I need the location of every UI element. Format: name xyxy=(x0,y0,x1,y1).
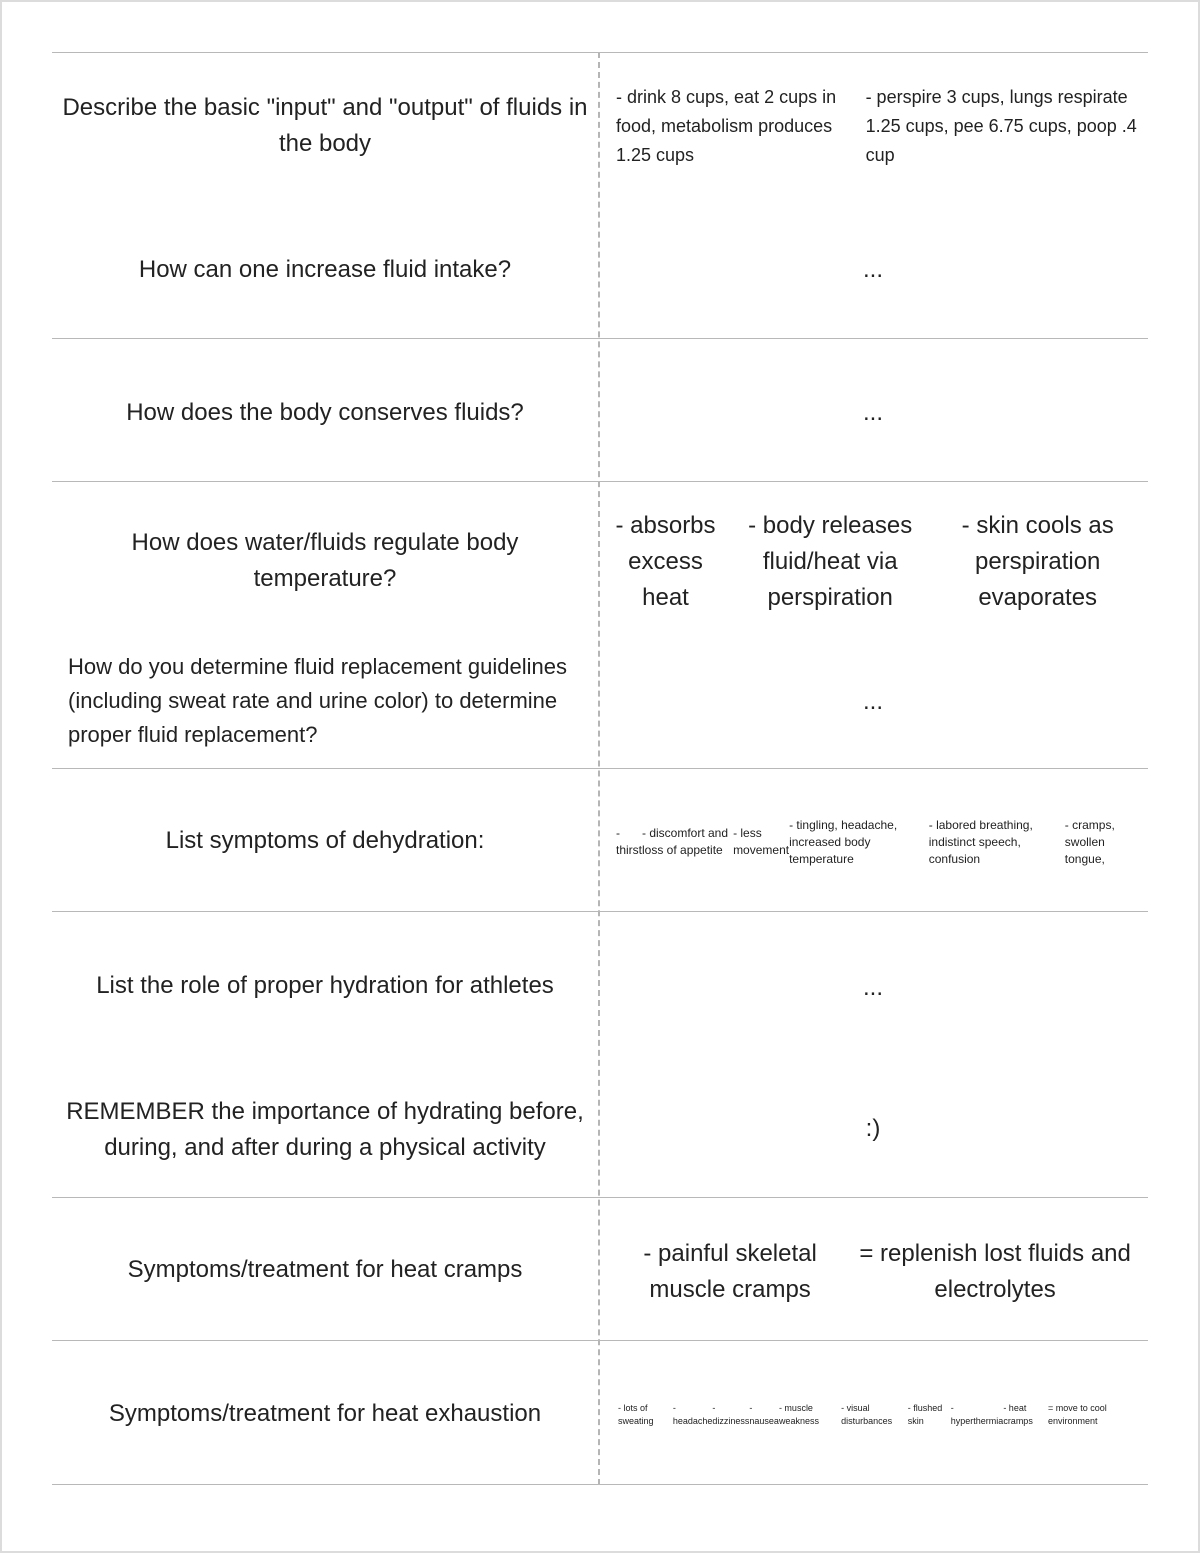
card-question: How do you determine fluid replacement guidelines (including sweat rate and urine color) to determine proper fluid replacement? xyxy=(68,654,567,747)
answer-line: - muscle weakness xyxy=(778,1403,819,1426)
answer-line: - nausea xyxy=(749,1403,779,1426)
cut-line xyxy=(52,768,1148,769)
cut-line xyxy=(52,1340,1148,1341)
answer-line: - hyperthermia xyxy=(950,1403,1004,1426)
answer-line: - headache xyxy=(672,1403,713,1426)
answer-line: - body releases fluid/heat via perspiration xyxy=(748,512,913,611)
card-question: How does water/fluids regulate body temperature? xyxy=(131,529,519,592)
card-question: List symptoms of dehydration: xyxy=(165,827,485,854)
answer-line: - perspire 3 cups, lungs respirate 1.25 cups, pee 6.75 cups, poop .4 cup xyxy=(865,86,1137,165)
answer-line: - cramps, swollen tongue, xyxy=(1064,817,1115,866)
card-question: Symptoms/treatment for heat exhaustion xyxy=(108,1400,542,1427)
card-answer xyxy=(608,502,1138,622)
cut-line xyxy=(52,1197,1148,1198)
card-answer: ... xyxy=(862,256,883,283)
answer-line: - labored breathing, indistinct speech, confusion xyxy=(928,817,1033,866)
card-question: How does the body conserves fluids? xyxy=(126,399,524,426)
card-answer xyxy=(608,66,1138,186)
answer-line: - discomfort and loss of appetite xyxy=(642,826,729,857)
card-answer xyxy=(608,787,1138,897)
card-answer: ... xyxy=(862,399,883,426)
card-answer: ... xyxy=(862,974,883,1001)
answer-line: - flushed skin xyxy=(907,1403,943,1426)
answer-line: = replenish lost fluids and electrolytes xyxy=(859,1240,1131,1303)
card-answer: ... xyxy=(862,688,883,715)
answer-line: - painful skeletal muscle cramps xyxy=(643,1240,817,1303)
cut-line xyxy=(52,481,1148,482)
answer-line: - less movement xyxy=(733,826,790,857)
answer-line: - drink 8 cups, eat 2 cups in food, metabolism produces 1.25 cups xyxy=(616,86,837,165)
card-question: Symptoms/treatment for heat cramps xyxy=(127,1256,523,1283)
card-question: List the role of proper hydration for athletes xyxy=(96,972,554,999)
card-question: How can one increase fluid intake? xyxy=(138,256,512,283)
card-question: REMEMBER the importance of hydrating before, during, and after during a physical activity xyxy=(66,1098,584,1161)
cut-line xyxy=(52,1484,1148,1485)
cut-line xyxy=(52,911,1148,912)
answer-line: - skin cools as perspiration evaporates xyxy=(961,512,1114,611)
answer-line: = move to cool environment xyxy=(1048,1403,1107,1426)
answer-line: - thirst xyxy=(616,826,643,857)
answer-line: - tingling, headache, increased body temperature xyxy=(789,817,898,866)
answer-line: - heat cramps xyxy=(1003,1403,1033,1426)
answer-line: - dizziness xyxy=(712,1403,750,1426)
answer-line: - absorbs excess heat xyxy=(615,512,716,611)
cut-line xyxy=(52,338,1148,339)
card-answer: :) xyxy=(865,1115,881,1142)
answer-line: - visual disturbances xyxy=(841,1403,893,1426)
card-answer xyxy=(608,1348,1138,1482)
answer-line: - lots of sweating xyxy=(618,1403,654,1426)
card-answer xyxy=(608,1232,1138,1312)
card-question: Describe the basic "input" and "output" of fluids in the body xyxy=(62,94,588,157)
cut-line xyxy=(52,52,1148,53)
